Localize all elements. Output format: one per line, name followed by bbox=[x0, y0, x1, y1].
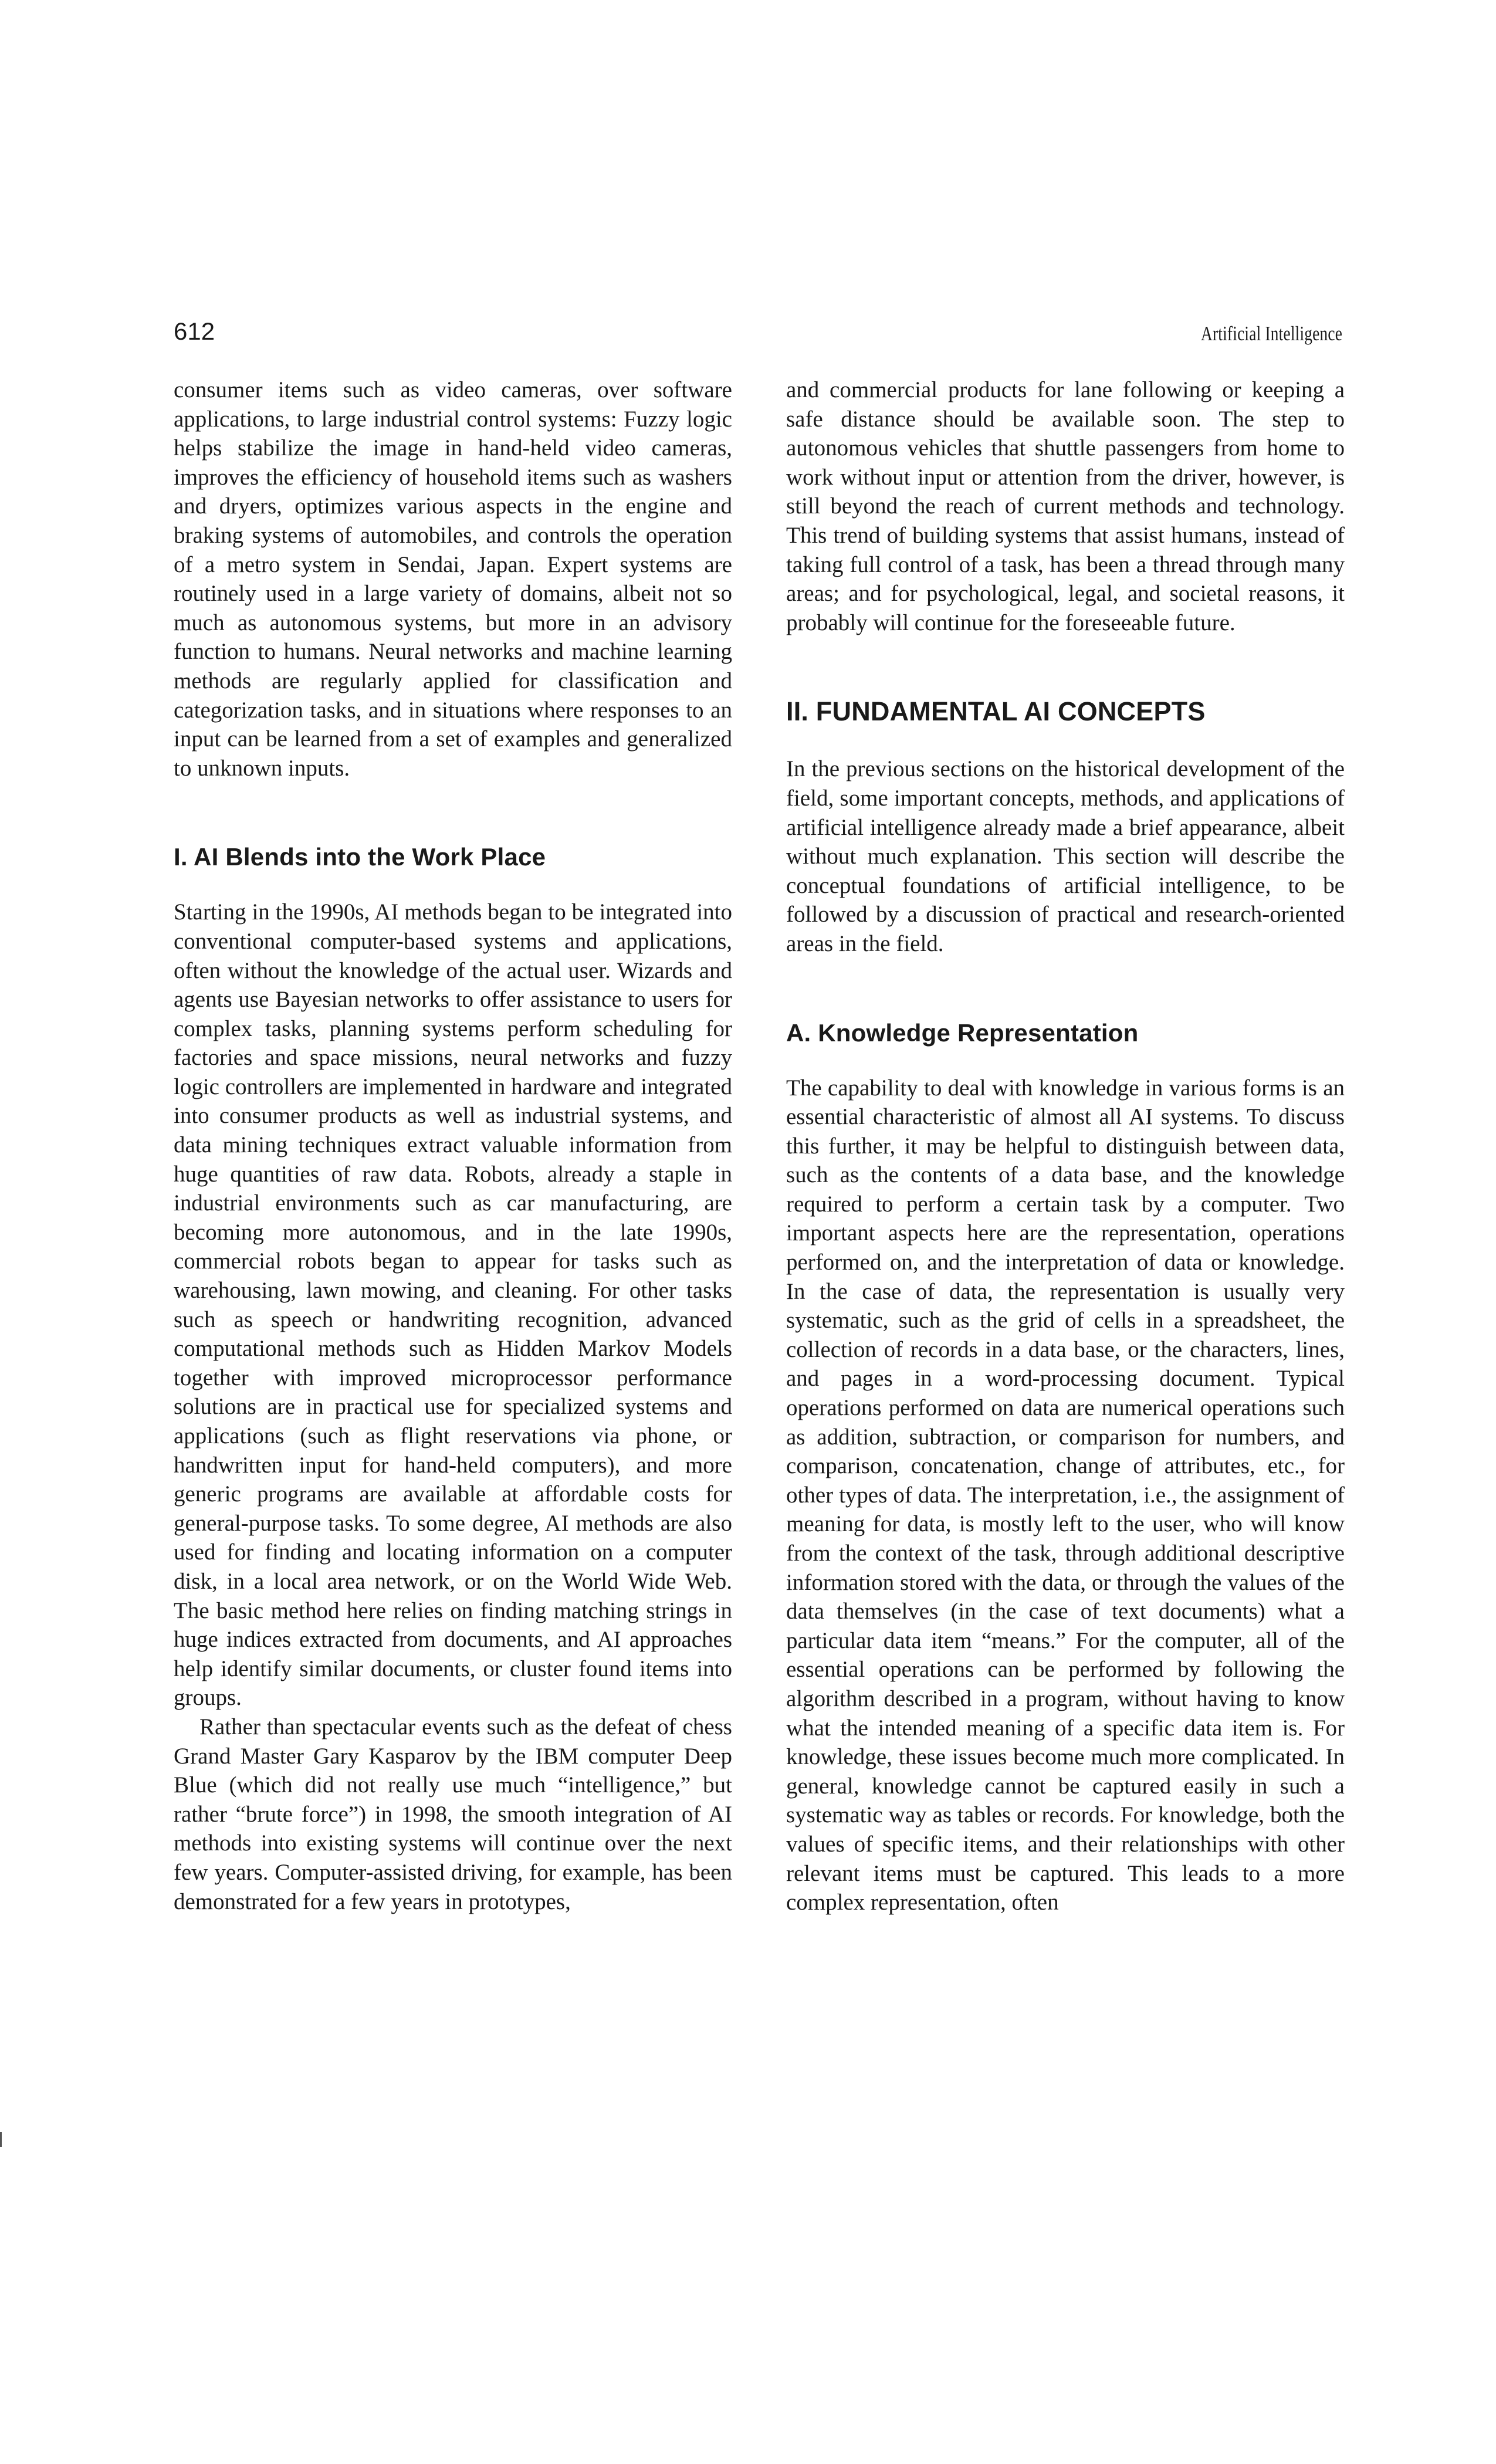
margin-mark bbox=[0, 2132, 2, 2147]
page-number: 612 bbox=[174, 317, 215, 345]
section-intro-paragraph: In the previous sections on the historical development of the field, some important concepts, methods, and applications of artificial intelligence already made a brief appearance, albeit without much explanation. This section will describe the conceptual foundations of artificial intelligence, to be followed by a discussion of practical and research-oriented areas in the field. bbox=[786, 756, 1345, 956]
body-paragraph: Rather than spectacular events such as the defeat of chess Grand Master Gary Kasparov by the IBM computer Deep Blue (which did not really use much “intelligence,” but rather “brute force”) in 1998, the smooth integration of AI methods into existing systems will continue over the next few years. Computer-assisted driving, for example, has been demonstrated for a few years in prototypes, bbox=[174, 1714, 732, 1914]
section-heading-fundamental-concepts: II. FUNDAMENTAL AI CONCEPTS bbox=[786, 696, 1206, 727]
subsection-heading-knowledge-representation: A. Knowledge Representation bbox=[786, 1018, 1139, 1047]
left-column bbox=[174, 375, 732, 1916]
intro-paragraph: consumer items such as video cameras, over software applications, to large industrial control systems: Fuzzy logic helps stabilize the image in hand-held video cameras, improves the efficiency of household items such as washers and dryers, optimizes various aspects in the engine and braking systems of automobiles, and controls the operation of a metro system in Sendai, Japan. Expert systems are routinely used in a large variety of domains, albeit not so much as autonomous systems, but more in an advisory function to humans. Neural networks and machine learning methods are regularly applied for classification and categorization tasks, and in situations where responses to an input can be learned from a set of examples and generalized to unknown inputs. bbox=[174, 377, 732, 781]
subsection-heading-ai-work-place: I. AI Blends into the Work Place bbox=[174, 843, 546, 871]
running-title: Artificial Intelligence bbox=[1200, 322, 1342, 345]
right-column bbox=[786, 375, 1345, 1917]
body-paragraph: The capability to deal with knowledge in various forms is an essential characteristic of almost all AI systems. To discuss this further, it may be helpful to distinguish between data, such as the contents of a data base, and the knowledge required to perform a certain task by a computer. Two important aspects here are the representation, operations performed on, and the interpretation of data or knowledge. In the case of data, the representation is usually very systematic, such as the grid of cells in a spreadsheet, the collection of records in a data base, or the characters, lines, and pages in a word-processing document. Typical operations performed on data are numerical operations such as addition, subtraction, or comparison for numbers, and comparison, concatenation, change of attributes, etc., for other types of data. The interpretation, i.e., the assignment of meaning for data, is mostly left to the user, who will know from the context of the task, through additional descriptive information stored with the data, or through the values of the data themselves (in the case of text documents) what a particular data item “means.” For the computer, all of the essential operations can be performed by following the algorithm described in a program, without having to know what the intended meaning of a specific data item is. For knowledge, these issues become much more complicated. In general, knowledge cannot be captured easily in such a systematic way as tables or records. For knowledge, both the values of specific items, and their relationships with other relevant items must be captured. This leads to a more complex representation, often bbox=[786, 1075, 1345, 1915]
body-paragraph: Starting in the 1990s, AI methods began to be integrated into conventional computer-based systems and applications, often without the knowledge of the actual user. Wizards and agents use Bayesian networks to offer assistance to users for complex tasks, planning systems perform scheduling for factories and space missions, neural networks and fuzzy logic controllers are implemented in hardware and integrated into consumer products as well as industrial systems, and data mining techniques extract valuable information from huge quantities of raw data. Robots, already a staple in industrial environments such as car manufacturing, are becoming more autonomous, and in the late 1990s, commercial robots began to appear for tasks such as warehousing, lawn mowing, and cleaning. For other tasks such as speech or handwriting recognition, advanced computational methods such as Hidden Markov Models together with improved microprocessor performance solutions are in practical use for specialized systems and applications (such as flight reservations via phone, or handwritten input for hand-held computers), and more generic programs are available at affordable costs for general-purpose tasks. To some degree, AI methods are also used for finding and locating information on a computer disk, in a local area network, or on the World Wide Web. The basic method here relies on finding matching strings in huge indices extracted from documents, and AI approaches help identify similar documents, or cluster found items into groups. bbox=[174, 899, 732, 1711]
continued-paragraph: and commercial products for lane following or keeping a safe distance should be available soon. The step to autonomous vehicles that shuttle passengers from home to work without input or attention from the driver, however, is still beyond the reach of current methods and technology. This trend of building systems that assist humans, instead of taking full control of a task, has been a thread through many areas; and for psychological, legal, and societal reasons, it probably will continue for the foreseeable future. bbox=[786, 377, 1345, 635]
